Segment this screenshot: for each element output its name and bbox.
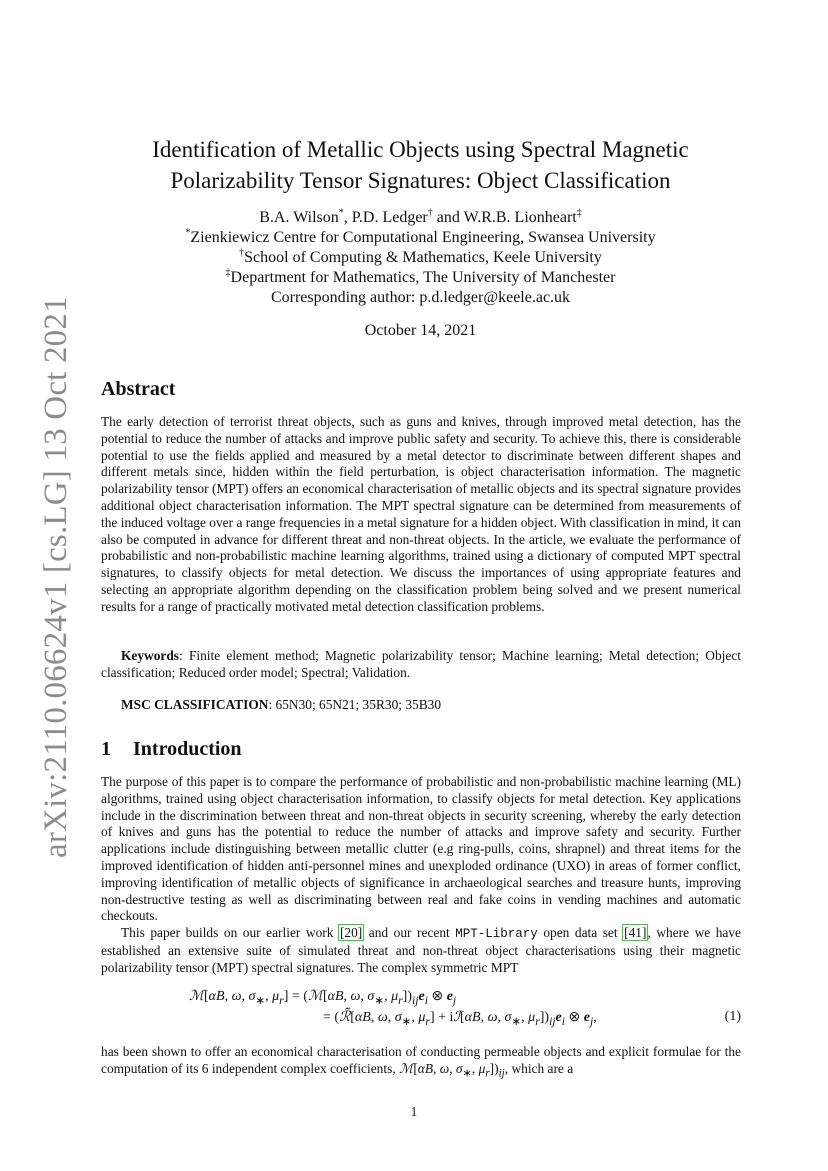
- mpt-library-name: MPT-Library: [455, 927, 538, 941]
- equation-line-2: = (ℛ̃[αB, ω, $\sigma_∗$, $\mu_r$] + iℐ[αB, ω, $\sigma_∗$, $\mu_r])_{ij}e_i$ ⊗ $e_j$,: [323, 1010, 597, 1028]
- intro-paragraph-3: has been shown to offer an economical characterisation of conducting permeable objects and explicit formulae for the computation of its 6 independent complex coefficients, ℳ[αB, ω, $\sigma_∗$, $\mu_r])_{ij}$, which are a: [101, 1044, 741, 1080]
- keywords: [101, 648, 741, 682]
- corresponding-author: Corresponding author: p.d.ledger@keele.ac.uk: [270, 289, 571, 306]
- keywords-label: Keywords: [121, 648, 180, 663]
- abstract-text: The early detection of terrorist threat objects, such as guns and knives, through improved metal detection, has the potential to reduce the number of attacks and improve public safety and security. To achieve this, there is considerable potential to use the fields applied and measured by a metal detector to discriminate between different shapes and different metals since, hidden within the field perturbation, is object characterisation information. The magnetic polarizability tensor (MPT) offers an economical characterisation of metallic objects and its spectral signature provides additional object characterisation information. The MPT spectral signature can be determined from measurements of the induced voltage over a range frequencies in a metal signature for a hidden object. With classification in mind, it can also be computed in advance for different threat and non-threat objects. In the article, we evaluate the performance of probabilistic and non-probabilistic machine learning algorithms, trained using a dictionary of computed MPT spectral signatures, to classify objects for metal detection. We discuss the importances of using appropriate features and selecting an appropriate algorithm depending on the classification problem being solved and we present numerical results for a range of practically motivated metal detection classification problems.: [101, 414, 741, 614]
- author-names: B.A. Wilson*, P.D. Ledger† and W.R.B. Lionheart‡: [259, 207, 582, 226]
- paper-title: [100, 134, 741, 196]
- citation-link-41[interactable]: [41]: [624, 925, 647, 940]
- inline-math-mpt-coefficients: ℳ[αB, ω, $\sigma_∗$, $\mu_r])_{ij}$: [399, 1060, 505, 1080]
- citation-link-20[interactable]: [20]: [339, 925, 363, 940]
- intro-paragraph-2: This paper builds on our earlier work [20] and our recent MPT-Library open data set [41], where we have established an extensive suite of simulated threat and non-threat object characterisations using their magnetic polarizability tensor (MPT) spectral signatures. The complex symmetric MPT: [101, 925, 741, 975]
- publication-date: October 14, 2021: [364, 322, 477, 339]
- title-line-2: Polarizability Tensor Signatures: Object Classification: [170, 168, 671, 193]
- equation-1: [101, 988, 741, 1030]
- author-block: [100, 208, 741, 308]
- equation-line-1: ℳ[αB, ω, $\sigma_∗$, $\mu_r$] = (ℳ[αB, ω, $\sigma_∗$, $\mu_r])_{ij}e_i$ ⊗ $e_j$: [189, 989, 457, 1007]
- section-title: Introduction: [133, 738, 242, 760]
- arxiv-identifier-stamp: arXiv:2110.06624v1 [cs.LG] 13 Oct 2021: [38, 296, 74, 858]
- affiliation-keele: †School of Computing & Mathematics, Keele University: [239, 247, 602, 266]
- equation-number: (1): [724, 1009, 741, 1024]
- section-number: 1: [101, 738, 111, 760]
- msc-text: : 65N30; 65N21; 35R30; 35B30: [268, 697, 442, 712]
- introduction-heading: [101, 738, 242, 761]
- abstract-heading: Abstract: [101, 378, 176, 400]
- title-line-1: Identification of Metallic Objects using Spectral Magnetic: [152, 137, 689, 162]
- msc-label: MSC CLASSIFICATION: [121, 697, 269, 712]
- intro-paragraph-1: The purpose of this paper is to compare the performance of probabilistic and non-probabilistic machine learning (ML) algorithms, trained using object characterisation information, to classify objects for metal detection. Key applications include in the discrimination between threat and non-threat objects in security screening, whereby the early detection of knives and guns has the potential to reduce the number of attacks and improve safety and security. Further applications include distinguishing between metallic clutter (e.g ring-pulls, coins, shrapnel) and threat items for the improved identification of hidden anti-personnel mines and unexploded ordinance (UXO) in areas of former conflict, improving identification of metallic objects of significance in archaeological searches and treasure hunts, improving non-destructive testing as well as discriminating between real and fake coins in vending machines and automatic checkouts.: [101, 774, 741, 924]
- affiliation-manchester: ‡Department for Mathematics, The University of Manchester: [225, 267, 616, 286]
- affiliation-swansea: *Zienkiewicz Centre for Computational Engineering, Swansea University: [185, 227, 656, 246]
- keywords-text: : Finite element method; Magnetic polarizability tensor; Machine learning; Metal detection; Object classification; Reduced order model; Spectral; Validation.: [101, 648, 741, 680]
- msc-classification: [101, 697, 741, 714]
- page-number: 1: [410, 1104, 418, 1119]
